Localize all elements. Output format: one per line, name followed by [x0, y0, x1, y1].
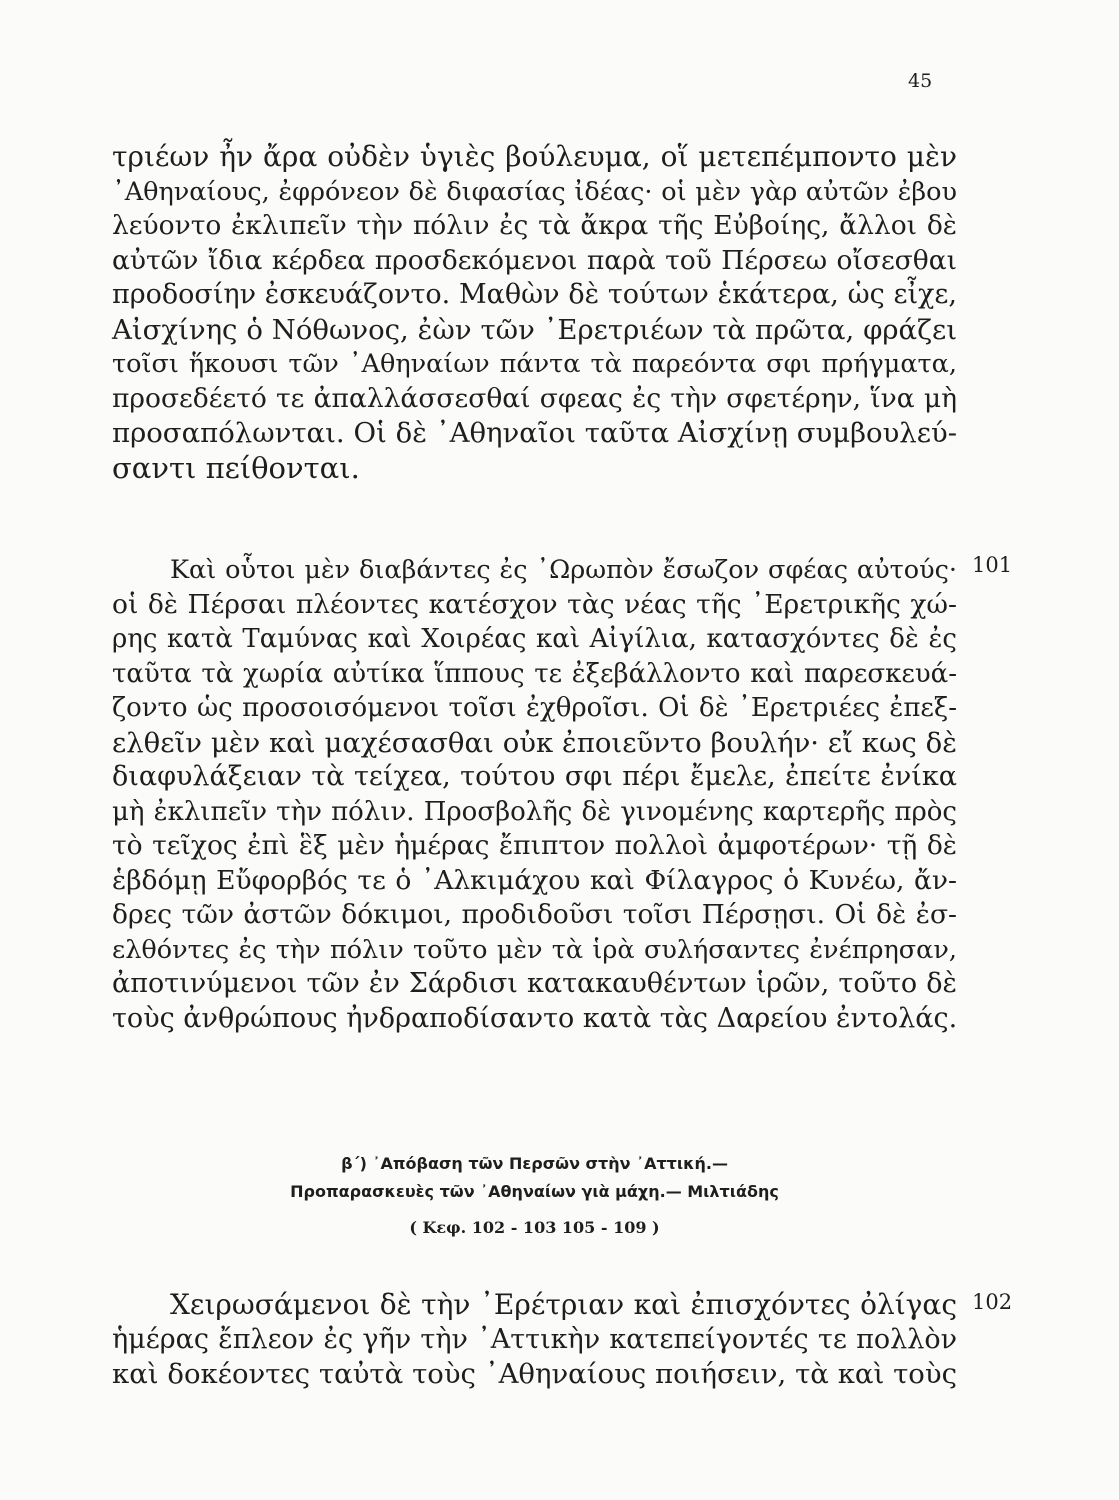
- text-line: ελθόντες ἐς τὴν πόλιν τοῦτο μὲν τὰ ἱρὰ συλήσαντες ἐνέπρησαν,: [112, 934, 957, 965]
- text-line: ἡμέρας ἔπλεον ἐς γῆν τὴν ᾿Αττικὴν κατεπείγοντές τε πολλὸν: [112, 1323, 957, 1355]
- text-line: διαφυλάξειαν τὰ τείχεα, τούτου σφι πέρι ἔμελε, ἐπείτε ἐνίκα: [112, 761, 957, 792]
- text-line: ᾿Αθηναίους, ἐφρόνεον δὲ διφασίας ἰδέας· οἱ μὲν γὰρ αὐτῶν ἐβου: [112, 176, 957, 207]
- text-line: ταῦτα τὰ χωρία αὐτίκα ἵππους τε ἐξεβάλλοντο καὶ παρεσκευά-: [112, 658, 957, 689]
- text-line: μὴ ἐκλιπεῖν τὴν πόλιν. Προσβολῆς δὲ γινομένης καρτερῆς πρὸς: [112, 796, 957, 827]
- text-line: τοὺς ἀνθρώπους ἠνδραποδίσαντο κατὰ τὰς Δαρείου ἐντολάς.: [112, 1002, 958, 1034]
- text-line: προδοσίην ἐσκευάζοντο. Μαθὼν δὲ τούτων ἑκάτερα, ὡς εἶχε,: [112, 279, 957, 310]
- section-heading: [112, 1150, 957, 1237]
- text-line: ρης κατὰ Ταμύνας καὶ Χοιρέας καὶ Αἰγίλια, κατασχόντες δὲ ἐς: [112, 624, 957, 654]
- text-line: Καὶ οὗτοι μὲν διαβάντες ἐς ᾿Ωρωπὸν ἔσωζον σφέας αὐτούς·: [170, 555, 957, 585]
- text-line: αὐτῶν ἴδια κέρδεα προσδεκόμενοι παρὰ τοῦ Πέρσεω οἴσεσθαι: [112, 244, 957, 276]
- text-line: ἑβδόμῃ Εὔφορβός τε ὁ ᾿Αλκιμάχου καὶ Φίλαγρος ὁ Κυνέω, ἄν-: [112, 864, 957, 896]
- text-line: σαντι πείθονται.: [112, 450, 360, 485]
- text-line: προσεδέετό τε ἀπαλλάσσεσθαί σφεας ἐς τὴν σφετέρην, ἵνα μὴ: [112, 382, 957, 414]
- chapter-reference: ( Κεφ. 102 - 103 105 - 109 ): [409, 1218, 660, 1237]
- paragraph-2: [112, 553, 957, 1036]
- heading-line-2: Προπαρασκευὲς τῶν ᾿Αθηναίων γιὰ μάχη.— Μιλτιάδης: [290, 1182, 779, 1201]
- text-line: καὶ δοκέοντες ταὐτὰ τοὺς ᾿Αθηναίους ποιήσειν, τὰ καὶ τοὺς: [112, 1358, 957, 1390]
- text-line: ζοντο ὡς προσοισόμενοι τοῖσι ἐχθροῖσι. Οἱ δὲ ᾿Ερετριέες ἐπεξ-: [112, 693, 957, 723]
- text-line: τὸ τεῖχος ἐπὶ ἓξ μὲν ἡμέρας ἔπιπτον πολλοὶ ἀμφοτέρων· τῇ δὲ: [112, 830, 957, 861]
- paragraph-3: [112, 1288, 957, 1392]
- text-line: οἱ δὲ Πέρσαι πλέοντες κατέσχον τὰς νέας τῆς ᾿Ερετρικῆς χώ-: [112, 588, 957, 620]
- text-line: τοῖσι ἥκουσι τῶν ᾿Αθηναίων πάντα τὰ παρεόντα σφι πρήγματα,: [112, 349, 957, 379]
- margin-number-102: 102: [972, 1290, 1013, 1314]
- text-line: λεύοντο ἐκλιπεῖν τὴν πόλιν ἐς τὰ ἄκρα τῆς Εὐβοίης, ἄλλοι δὲ: [112, 210, 957, 241]
- text-line: Αἰσχίνης ὁ Νόθωνος, ἐὼν τῶν ᾿Ερετριέων τὰ πρῶτα, φράζει: [112, 313, 957, 346]
- text-line: τριέων ἦν ἄρα οὐδὲν ὑγιὲς βούλευμα, οἵ μετεπέμποντο μὲν: [112, 140, 957, 173]
- text-line: δρες τῶν ἀστῶν δόκιμοι, προδιδοῦσι τοῖσι Πέρσῃσι. Οἱ δὲ ἐσ-: [112, 899, 957, 930]
- heading-line-1: β΄) ᾿Απόβαση τῶν Περσῶν στὴν ᾿Αττική.—: [341, 1154, 728, 1173]
- text-line: ἀποτινύμενοι τῶν ἐν Σάρδισι κατακαυθέντων ἱρῶν, τοῦτο δὲ: [112, 968, 957, 999]
- text-line: Χειρωσάμενοι δὲ τὴν ᾿Ερέτριαν καὶ ἐπισχόντες ὀλίγας: [170, 1288, 957, 1321]
- paragraph-1: [112, 140, 957, 485]
- text-line: ελθεῖν μὲν καὶ μαχέσασθαι οὐκ ἐποιεῦντο βουλήν· εἴ κως δὲ: [112, 726, 957, 759]
- margin-number-101: 101: [972, 553, 1013, 577]
- page-number: 45: [908, 70, 933, 92]
- text-line: προσαπόλωνται. Οἱ δὲ ᾿Αθηναῖοι ταῦτα Αἰσχίνῃ συμβουλεύ-: [112, 417, 957, 449]
